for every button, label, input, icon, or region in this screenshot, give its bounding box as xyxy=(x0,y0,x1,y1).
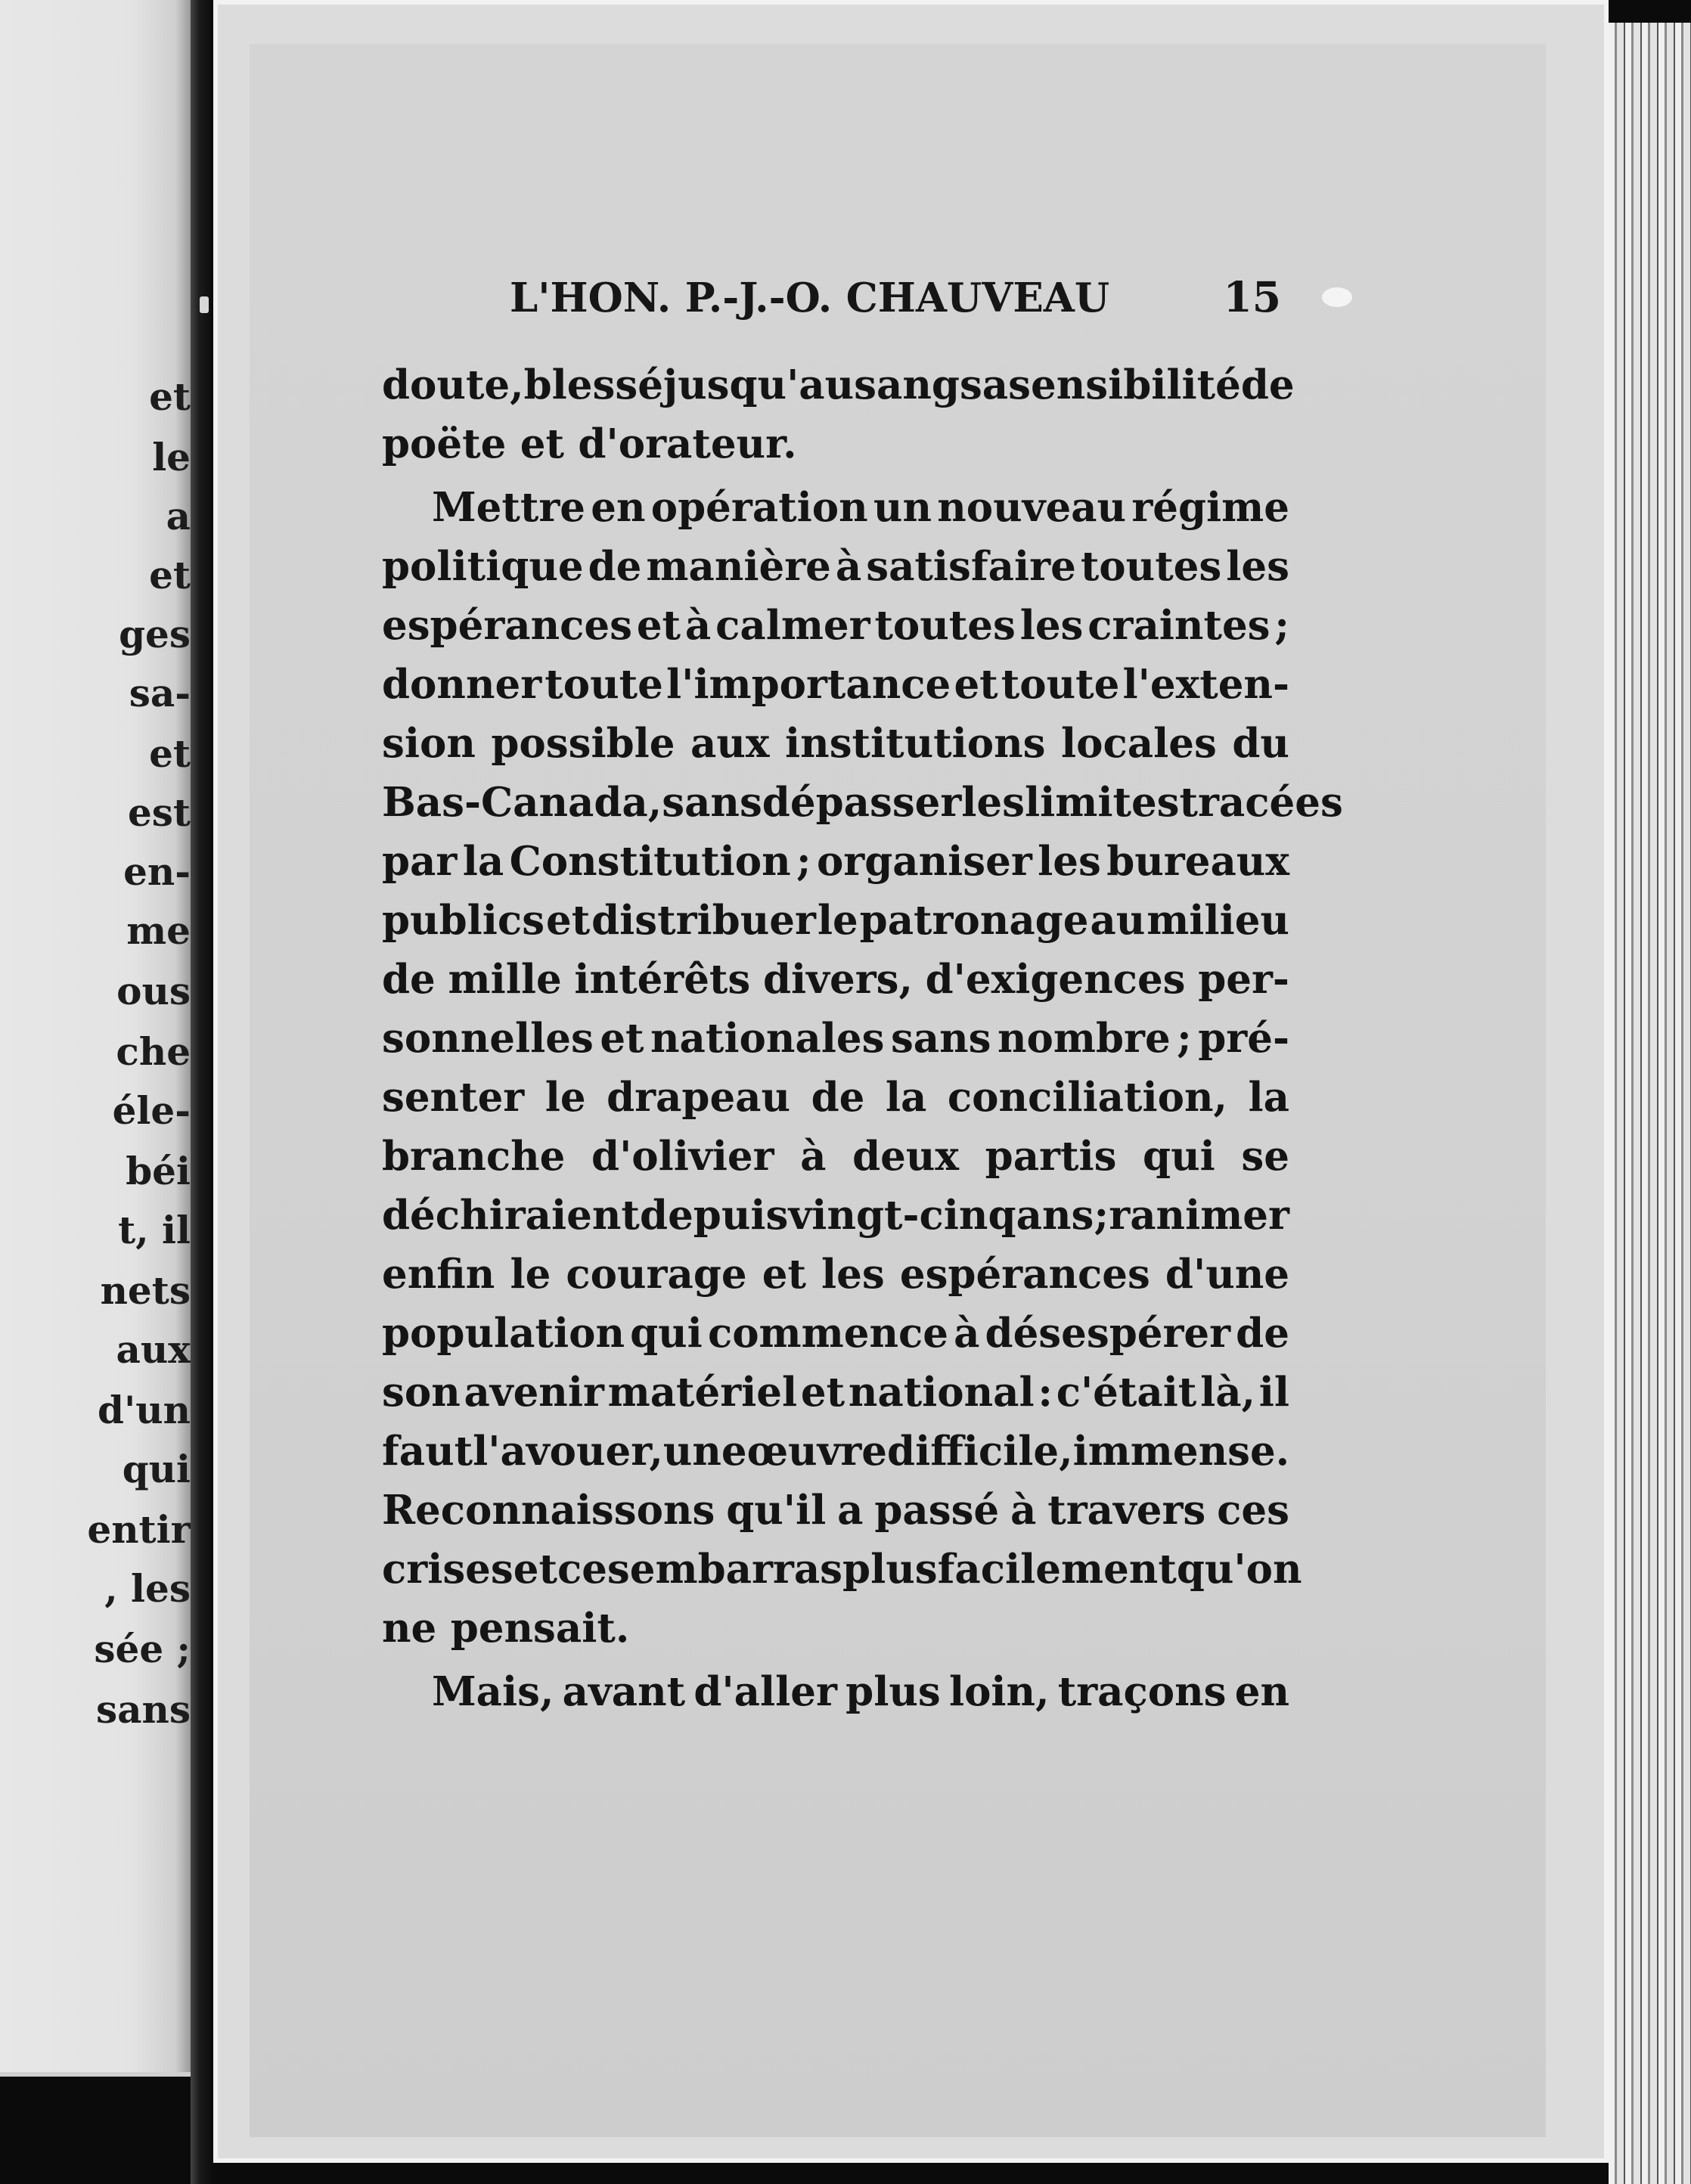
left-page-line: d'un xyxy=(98,1388,191,1432)
text-line: par la Constitution ; organiser les bureaux xyxy=(382,838,1289,885)
left-page-line: t, il xyxy=(118,1208,191,1252)
ink-smudge xyxy=(1322,287,1352,307)
page-body xyxy=(382,355,1343,1721)
left-page-line: entir xyxy=(87,1507,191,1552)
left-page-line: et xyxy=(149,731,191,776)
left-page-line: ous xyxy=(116,969,191,1013)
page-number: 15 xyxy=(1223,272,1281,321)
book-gutter xyxy=(191,0,213,2184)
text-line: de mille intérêts divers, d'exigences per- xyxy=(382,956,1289,1003)
left-page-line: aux xyxy=(116,1327,191,1372)
left-page-line: che xyxy=(116,1029,191,1074)
text-line: sion possible aux institutions locales du xyxy=(382,720,1289,767)
text-line: poëte et d'orateur. xyxy=(382,420,797,467)
left-page-line: me xyxy=(126,908,191,953)
left-page-line: est xyxy=(127,790,191,835)
text-line: Mais, avant d'aller plus loin, traçons en xyxy=(432,1668,1289,1715)
text-line: déchiraient depuis vingt-cinq ans ; ranimer xyxy=(382,1192,1289,1239)
left-page-line: et xyxy=(149,553,191,597)
left-page-line: éle- xyxy=(112,1088,191,1133)
text-line: son avenir matériel et national : c'était là, il xyxy=(382,1369,1289,1416)
left-page-fragment xyxy=(0,0,191,2077)
left-page-line: en- xyxy=(123,849,191,894)
text-line: donner toute l'importance et toute l'exten- xyxy=(382,661,1289,708)
gutter-mark xyxy=(200,296,209,313)
left-page-line: béi xyxy=(126,1149,191,1193)
text-line: publics et distribuer le patronage au milieu xyxy=(382,897,1289,944)
text-line: senter le drapeau de la conciliation, la xyxy=(382,1074,1289,1121)
page-edges xyxy=(1609,0,1691,2184)
left-page-line: qui xyxy=(122,1447,191,1491)
left-page-line: , les xyxy=(104,1566,191,1611)
text-line: enfin le courage et les espérances d'une xyxy=(382,1251,1289,1298)
running-head-title: L'HON. P.-J.-O. CHAUVEAU xyxy=(510,275,1110,321)
text-line: sonnelles et nationales sans nombre ; pré- xyxy=(382,1015,1289,1062)
text-line: ne pensait. xyxy=(382,1605,630,1652)
text-line: Reconnaissons qu'il a passé à travers ces xyxy=(382,1487,1289,1534)
text-line: Bas-Canada, sans dépasser les limites tracées xyxy=(382,779,1343,826)
left-page-line: et xyxy=(149,374,191,419)
left-page-line: a xyxy=(166,494,191,538)
left-page-line: nets xyxy=(100,1268,191,1313)
text-line: Mettre en opération un nouveau régime xyxy=(432,484,1289,531)
left-page-line: le xyxy=(152,435,191,479)
left-page-line: ges xyxy=(119,612,191,656)
text-line: doute, blessé jusqu'au sang sa sensibilité de xyxy=(382,361,1295,408)
text-line: espérances et à calmer toutes les craintes ; xyxy=(382,602,1289,649)
text-line: faut l'avouer, une œuvre difficile, immense. xyxy=(382,1428,1290,1475)
text-line: crises et ces embarras plus facilement qu'on xyxy=(382,1546,1302,1593)
text-line: politique de manière à satisfaire toutes les xyxy=(382,543,1289,590)
left-page-line: sans xyxy=(95,1687,191,1732)
text-line: population qui commence à désespérer de xyxy=(382,1310,1289,1357)
left-page-line: sa- xyxy=(129,671,191,715)
running-head xyxy=(510,272,1281,321)
left-page-line: sée ; xyxy=(94,1627,191,1671)
text-line: branche d'olivier à deux partis qui se xyxy=(382,1133,1289,1180)
